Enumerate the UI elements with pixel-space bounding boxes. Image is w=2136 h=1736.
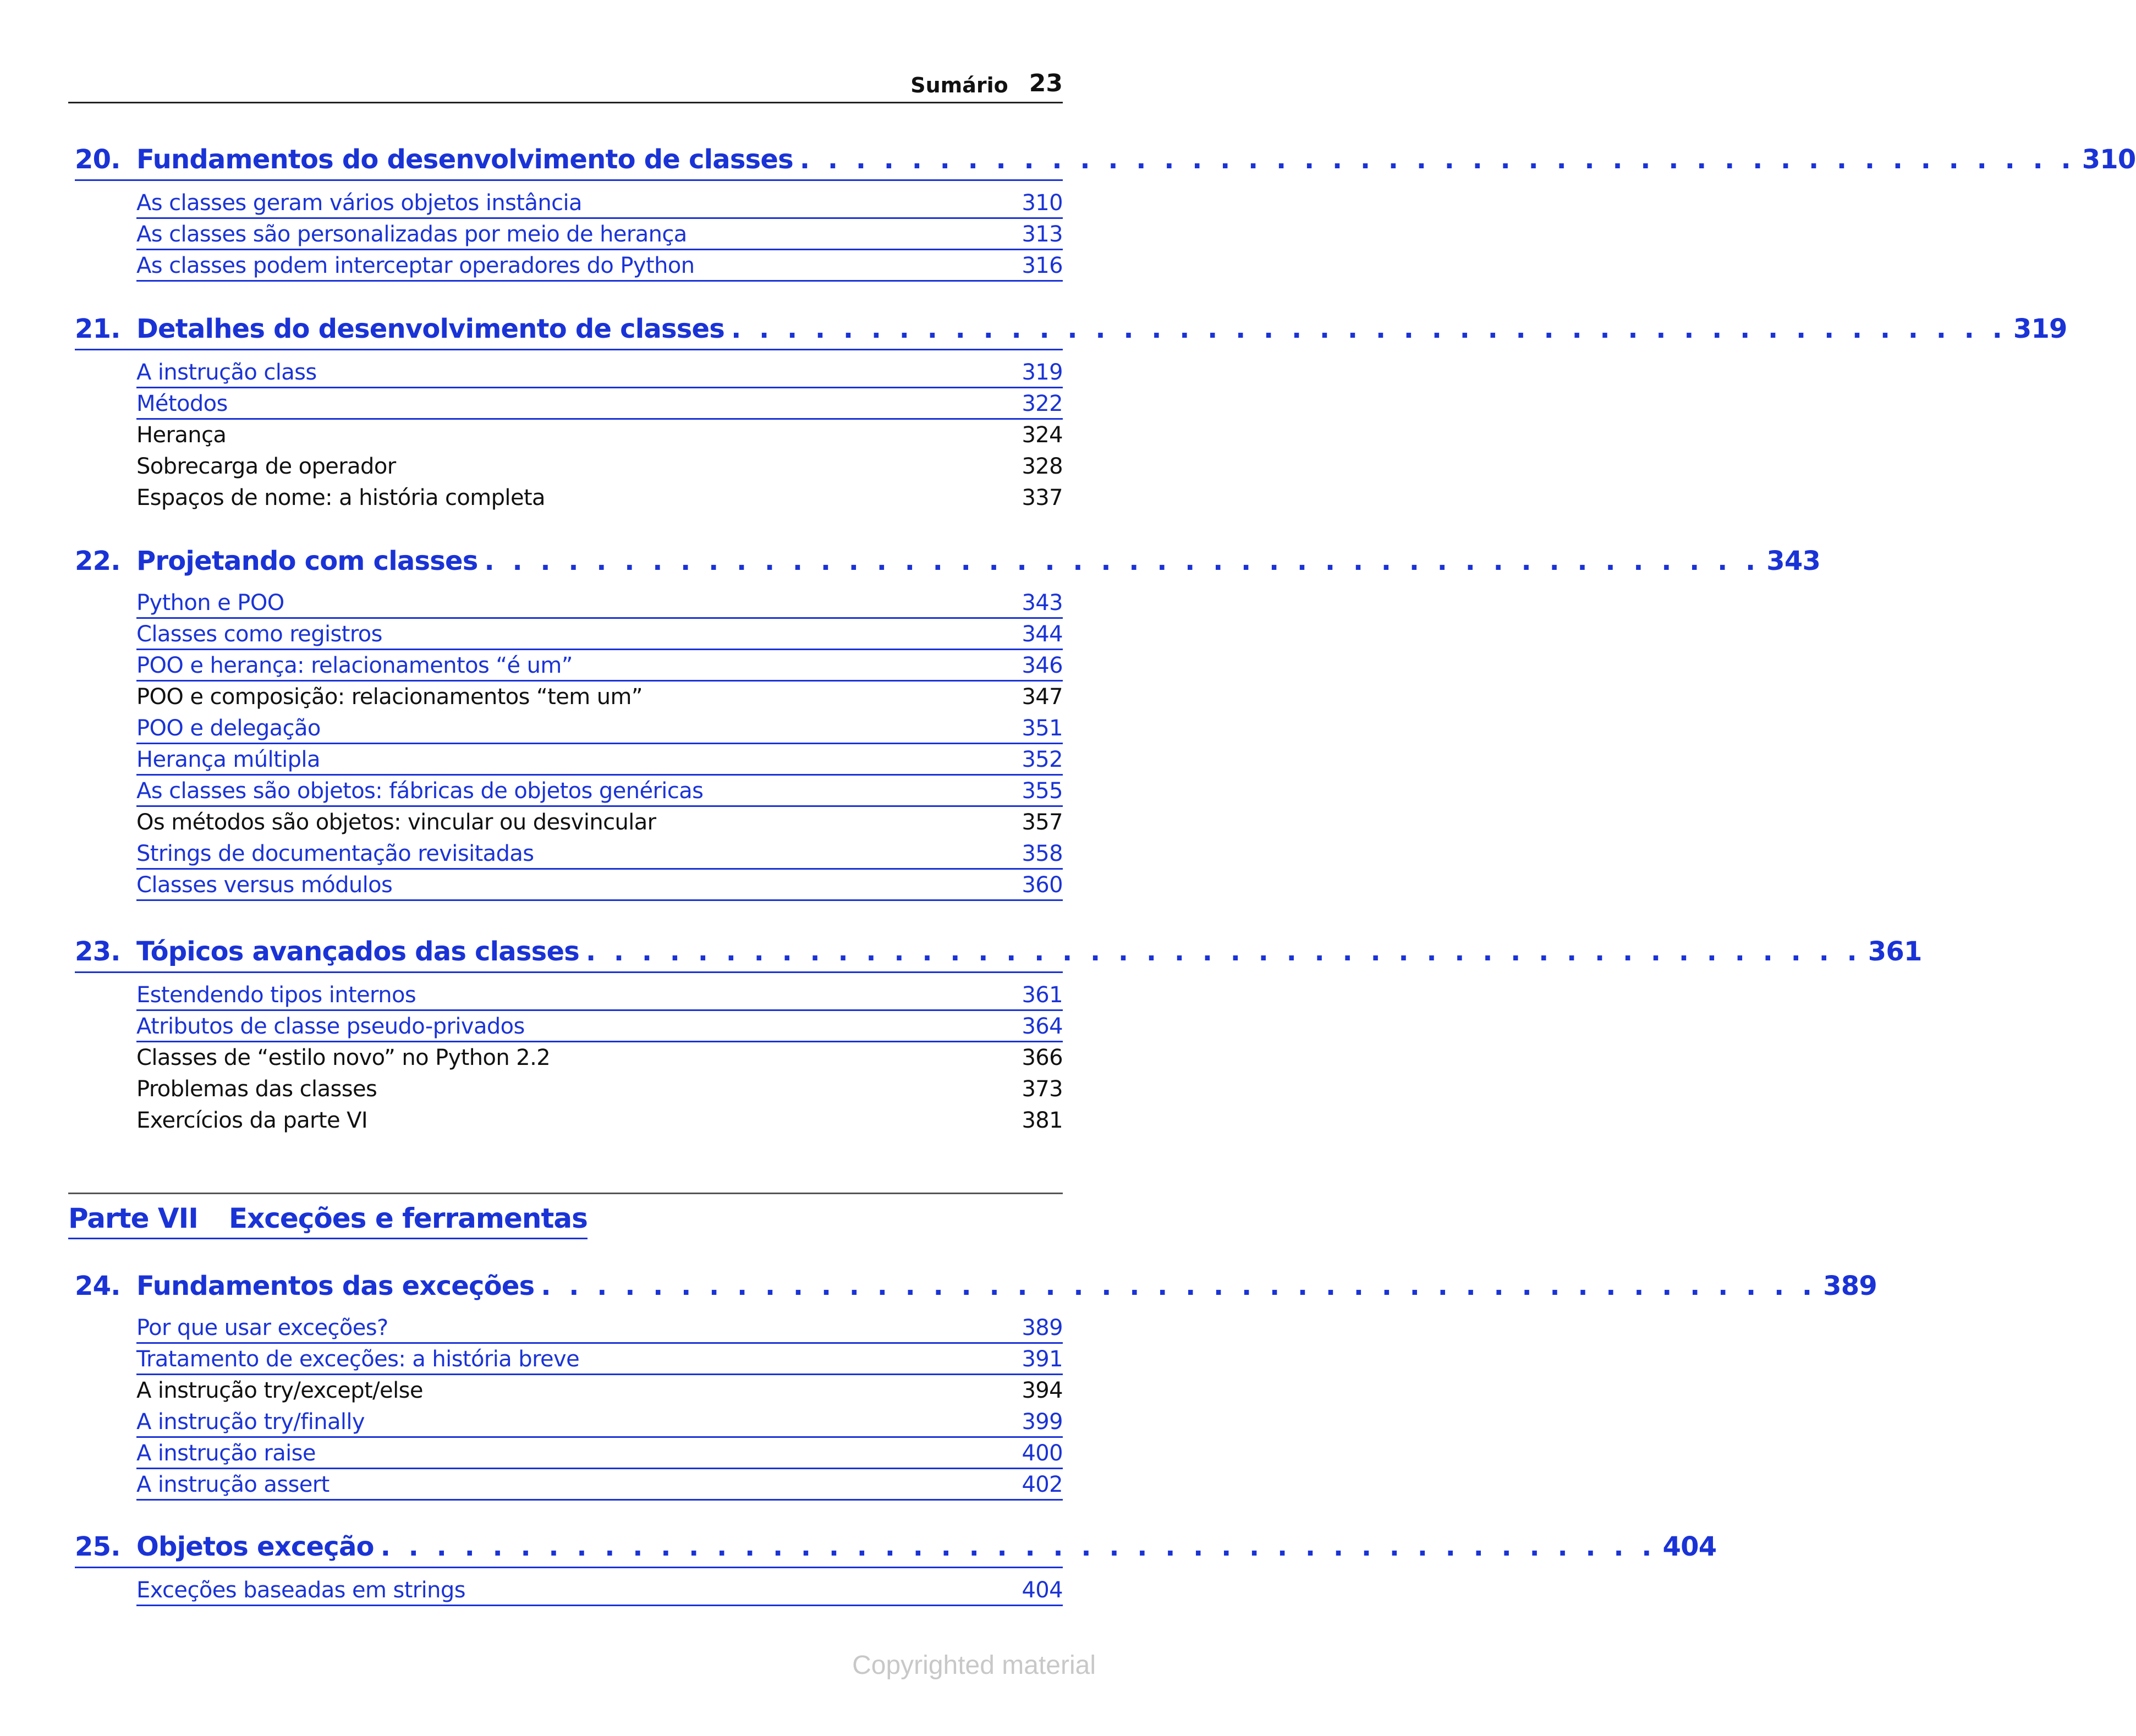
toc-entry-page: 355 xyxy=(1022,778,1063,804)
toc-entry-page: 322 xyxy=(1022,391,1063,416)
chapter-title: Fundamentos do desenvolvimento de classes xyxy=(136,144,793,175)
toc-entry-title: A instrução assert xyxy=(136,1472,330,1497)
toc-entry-page: 316 xyxy=(1022,253,1063,278)
toc-entry-page: 394 xyxy=(1022,1378,1063,1403)
toc-entry-title: Classes como registros xyxy=(136,622,382,647)
leader-dots: . . . . . . . . . . . . . . . . . . . . . . . . . . . . . . . . . . . . . . . . . . . . . . xyxy=(799,144,2075,175)
chapter-page: 310 xyxy=(2082,144,2136,175)
copyright-watermark: Copyrighted material xyxy=(852,1651,1096,1680)
toc-entry[interactable] xyxy=(136,357,1063,388)
toc-entry-page: 373 xyxy=(1022,1076,1063,1102)
chapter-20 xyxy=(75,144,2136,282)
chapter-heading xyxy=(75,1271,1877,1306)
toc-entry-list xyxy=(136,357,1063,514)
chapter-page: 404 xyxy=(1662,1531,1717,1562)
toc-entry[interactable] xyxy=(136,619,1063,650)
chapter-23 xyxy=(75,936,1922,1136)
leader-dots: . . . . . . . . . . . . . . . . . . . . . . . . . . . . . . . . . . . . . . . . . . . . . . xyxy=(484,546,1760,576)
toc-entry-title: POO e herança: relacionamentos “é um” xyxy=(136,653,573,678)
chapter-page: 389 xyxy=(1823,1271,1877,1301)
toc-entry[interactable] xyxy=(136,744,1063,776)
toc-entry-page: 346 xyxy=(1022,653,1063,678)
toc-entry-page: 313 xyxy=(1022,222,1063,247)
toc-entry-page: 389 xyxy=(1022,1315,1063,1341)
toc-entry-page: 328 xyxy=(1022,454,1063,479)
toc-entry[interactable] xyxy=(136,1469,1063,1501)
chapter-number: 21. xyxy=(75,314,120,344)
toc-entry-page: 319 xyxy=(1022,360,1063,385)
toc-entry-list xyxy=(136,188,1063,282)
chapter-page: 343 xyxy=(1766,546,1821,576)
chapter-number: 25. xyxy=(75,1531,120,1562)
toc-entry-title: Os métodos são objetos: vincular ou desvincular xyxy=(136,810,656,835)
toc-entry[interactable] xyxy=(136,250,1063,282)
toc-entry-page: 358 xyxy=(1022,841,1063,866)
chapter-22 xyxy=(75,546,1821,901)
toc-entry-title: Sobrecarga de operador xyxy=(136,454,396,479)
toc-entry[interactable] xyxy=(136,219,1063,250)
toc-entry-title: Atributos de classe pseudo-privados xyxy=(136,1014,525,1039)
toc-entry-title: Strings de documentação revisitadas xyxy=(136,841,534,866)
chapter-21 xyxy=(75,314,2067,514)
toc-entry xyxy=(136,451,1063,482)
toc-entry-title: Espaços de nome: a história completa xyxy=(136,485,545,510)
chapter-page: 319 xyxy=(2013,314,2067,344)
toc-entry-page: 400 xyxy=(1022,1441,1063,1466)
toc-entry-page: 404 xyxy=(1022,1578,1063,1603)
toc-entry[interactable] xyxy=(136,870,1063,901)
toc-entry-title: POO e composição: relacionamentos “tem um” xyxy=(136,684,643,710)
toc-entry-title: Herança múltipla xyxy=(136,747,320,772)
leader-dots: . . . . . . . . . . . . . . . . . . . . . . . . . . . . . . . . . . . . . . . . . . . . . . xyxy=(380,1531,1656,1562)
part-title: Exceções e ferramentas xyxy=(228,1202,587,1234)
chapter-page: 361 xyxy=(1868,936,1922,967)
toc-entry-list xyxy=(136,980,1063,1136)
running-head xyxy=(68,70,1063,103)
chapter-heading xyxy=(75,546,1821,581)
toc-entry-title: Classes versus módulos xyxy=(136,872,393,898)
toc-entry[interactable] xyxy=(136,1312,1063,1344)
toc-entry xyxy=(136,1375,1063,1407)
toc-entry-title: A instrução raise xyxy=(136,1441,316,1466)
toc-entry-list xyxy=(136,1575,1063,1606)
toc-entry-title: As classes geram vários objetos instância xyxy=(136,190,582,216)
toc-entry xyxy=(136,482,1063,514)
chapter-24 xyxy=(75,1271,1877,1501)
chapter-number: 20. xyxy=(75,144,120,175)
toc-entry-title: A instrução class xyxy=(136,360,317,385)
chapter-title: Detalhes do desenvolvimento de classes xyxy=(136,314,725,344)
toc-entry-page: 324 xyxy=(1022,422,1063,448)
toc-entry-title: Herança xyxy=(136,422,227,448)
toc-entry-page: 366 xyxy=(1022,1045,1063,1070)
part-label: Parte VII xyxy=(68,1202,198,1234)
toc-entry-title: As classes são personalizadas por meio de herança xyxy=(136,222,687,247)
toc-entry-title: Exceções baseadas em strings xyxy=(136,1578,465,1603)
toc-entry-title: Exercícios da parte VI xyxy=(136,1108,368,1133)
toc-entry xyxy=(136,420,1063,451)
toc-entry-list xyxy=(136,587,1063,901)
toc-entry xyxy=(136,1042,1063,1074)
toc-entry-title: As classes são objetos: fábricas de objetos genéricas xyxy=(136,778,704,804)
leader-dots: . . . . . . . . . . . . . . . . . . . . . . . . . . . . . . . . . . . . . . . . . . . . . . xyxy=(585,936,1862,967)
toc-entry xyxy=(136,1105,1063,1136)
toc-entry[interactable] xyxy=(136,980,1063,1011)
toc-entry xyxy=(136,1074,1063,1105)
toc-entry[interactable] xyxy=(136,1407,1063,1438)
toc-entry[interactable] xyxy=(136,388,1063,420)
toc-entry-page: 391 xyxy=(1022,1347,1063,1372)
chapter-heading-link[interactable] xyxy=(75,1531,1717,1568)
toc-entry-title: Tratamento de exceções: a história breve xyxy=(136,1347,580,1372)
chapter-number: 23. xyxy=(75,936,120,967)
toc-entry-page: 361 xyxy=(1022,982,1063,1008)
chapter-25 xyxy=(75,1531,1717,1606)
toc-entry-list xyxy=(136,1312,1063,1501)
toc-entry xyxy=(136,807,1063,838)
chapter-title: Projetando com classes xyxy=(136,546,478,576)
toc-entry xyxy=(136,682,1063,713)
toc-entry-page: 381 xyxy=(1022,1108,1063,1133)
chapter-title: Tópicos avançados das classes xyxy=(136,936,579,967)
toc-entry-title: A instrução try/except/else xyxy=(136,1378,423,1403)
toc-entry[interactable] xyxy=(136,188,1063,219)
toc-entry[interactable] xyxy=(136,776,1063,807)
chapter-number: 22. xyxy=(75,546,120,576)
toc-entry-page: 357 xyxy=(1022,810,1063,835)
chapter-title: Objetos exceção xyxy=(136,1531,374,1562)
part-divider xyxy=(68,1193,1063,1194)
toc-entry-title: Métodos xyxy=(136,391,228,416)
toc-entry[interactable] xyxy=(136,650,1063,682)
toc-entry[interactable] xyxy=(136,587,1063,619)
toc-entry-title: Problemas das classes xyxy=(136,1076,377,1102)
toc-entry-page: 343 xyxy=(1022,590,1063,616)
toc-entry-title: POO e delegação xyxy=(136,716,321,741)
toc-entry-page: 347 xyxy=(1022,684,1063,710)
toc-entry-title: Classes de “estilo novo” no Python 2.2 xyxy=(136,1045,551,1070)
toc-entry[interactable] xyxy=(136,1575,1063,1606)
leader-dots: . . . . . . . . . . . . . . . . . . . . . . . . . . . . . . . . . . . . . . . . . . . . . . xyxy=(541,1271,1817,1301)
chapter-heading-link[interactable] xyxy=(75,314,2067,350)
toc-entry-title: Por que usar exceções? xyxy=(136,1315,388,1341)
toc-entry-page: 352 xyxy=(1022,747,1063,772)
leader-dots: . . . . . . . . . . . . . . . . . . . . . . . . . . . . . . . . . . . . . . . . . . . . . . xyxy=(731,314,2007,344)
toc-entry[interactable] xyxy=(136,713,1063,744)
header-page-number: 23 xyxy=(1029,69,1063,97)
chapter-number: 24. xyxy=(75,1271,120,1301)
toc-entry-page: 344 xyxy=(1022,622,1063,647)
toc-entry[interactable] xyxy=(136,1438,1063,1469)
toc-entry[interactable] xyxy=(136,1344,1063,1375)
toc-entry-page: 360 xyxy=(1022,872,1063,898)
toc-entry-page: 337 xyxy=(1022,485,1063,510)
toc-entry-title: As classes podem interceptar operadores do Python xyxy=(136,253,695,278)
chapter-heading-link[interactable] xyxy=(75,144,2136,181)
header-section-title: Sumário xyxy=(910,73,1008,97)
toc-entry-page: 364 xyxy=(1022,1014,1063,1039)
chapter-title: Fundamentos das exceções xyxy=(136,1271,535,1301)
toc-entry-page: 402 xyxy=(1022,1472,1063,1497)
toc-entry-title: A instrução try/finally xyxy=(136,1409,365,1435)
toc-entry[interactable] xyxy=(136,1011,1063,1042)
toc-entry-title: Python e POO xyxy=(136,590,284,616)
toc-entry-page: 399 xyxy=(1022,1409,1063,1435)
toc-entry[interactable] xyxy=(136,838,1063,870)
toc-entry-page: 351 xyxy=(1022,716,1063,741)
part-heading-link[interactable] xyxy=(68,1202,587,1239)
toc-entry-page: 310 xyxy=(1022,190,1063,216)
chapter-heading-link[interactable] xyxy=(75,936,1922,973)
toc-entry-title: Estendendo tipos internos xyxy=(136,982,416,1008)
